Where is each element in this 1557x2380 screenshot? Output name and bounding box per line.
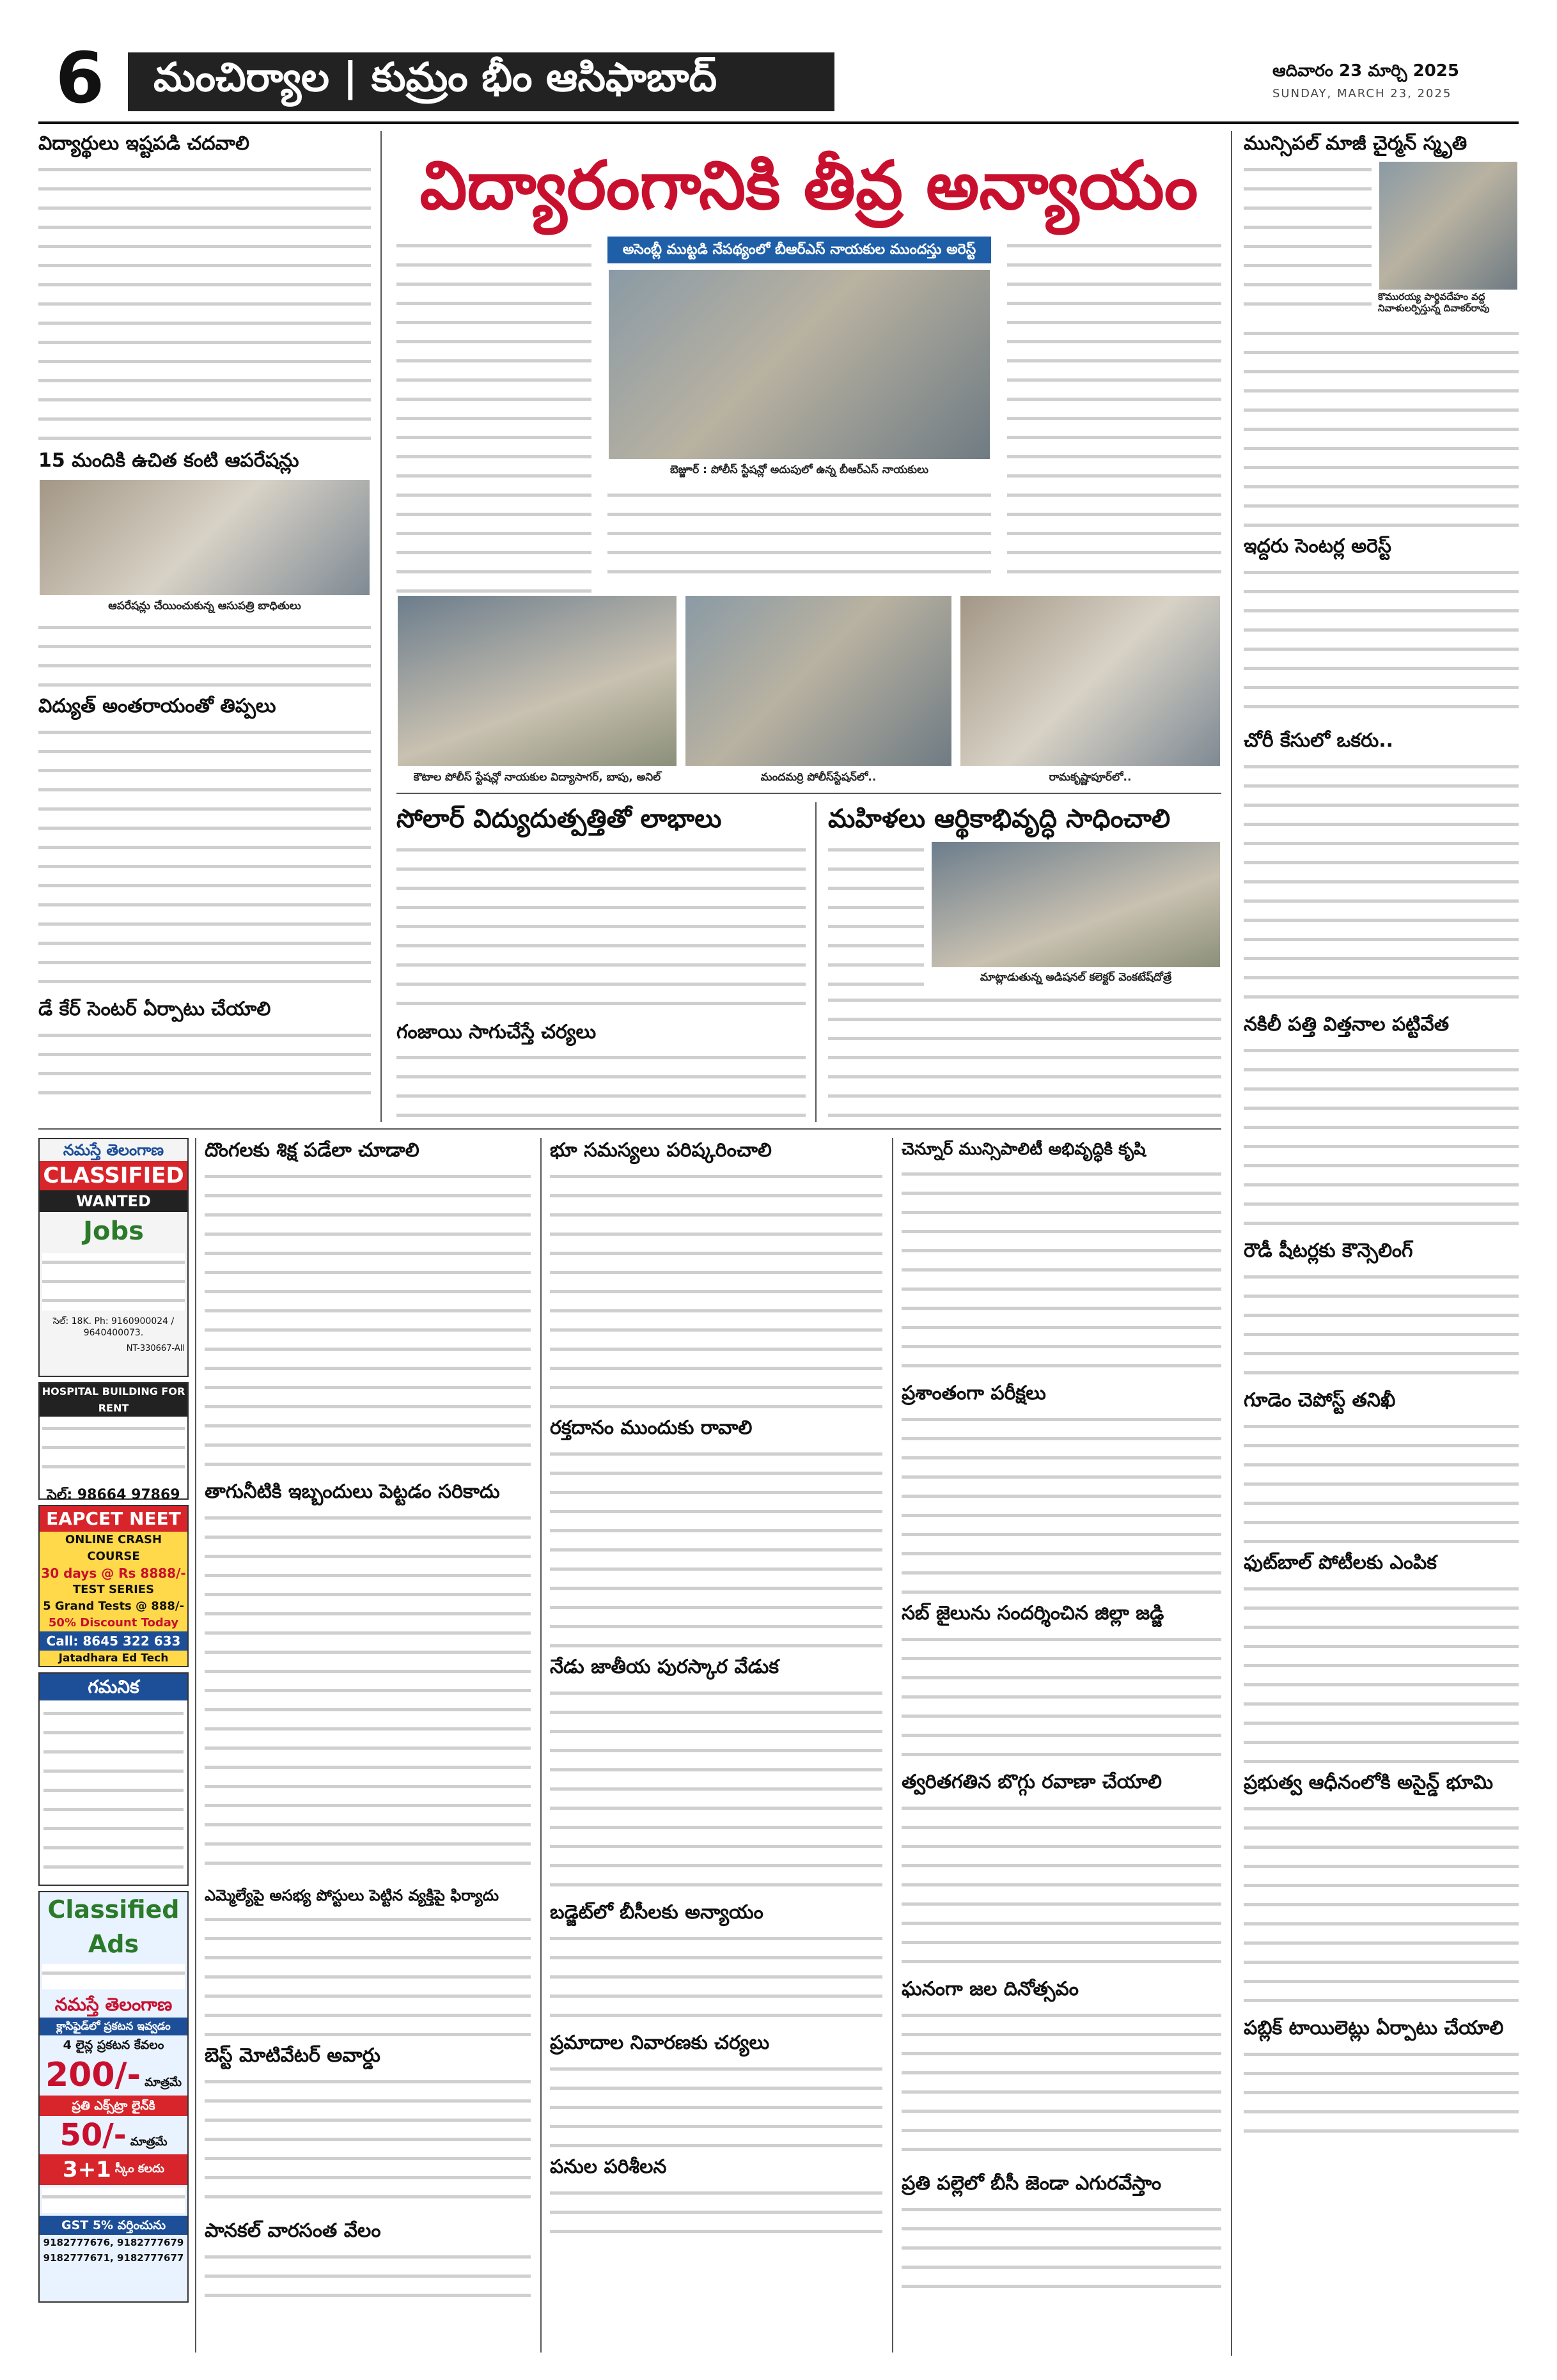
headline: బెస్ట్ మోటివేటర్ అవార్డు — [205, 2044, 380, 2067]
headline: పబ్లిక్ టాయిలెట్లు ఏర్పాటు చేయాలి — [1244, 2017, 1504, 2039]
ad-title: EAPCET NEET — [40, 1506, 187, 1532]
headline: ఇద్దరు సెంటర్ల అరెస్ట్ — [1244, 535, 1391, 557]
article-text — [1244, 324, 1519, 529]
photo-caption: మాట్లాడుతున్న అడిషనల్ కలెక్టర్ వెంకటేష్‌దోత్రే — [980, 971, 1172, 984]
news-photo — [1378, 160, 1519, 291]
article-text — [1244, 563, 1519, 723]
left-column — [38, 131, 371, 1064]
article-text — [902, 1630, 1221, 1764]
headline: ఫుట్‌బాల్ పోటీలకు ఎంపిక — [1244, 1552, 1437, 1574]
date-telugu: ఆదివారం 23 మార్చి 2025 — [1272, 61, 1459, 81]
notice-box — [38, 1672, 189, 1886]
ad-contact: సెల్: 18K. Ph: 9160900024 / 9640400073. — [52, 1316, 175, 1338]
headline: చోరీ కేసులో ఒకరు.. — [1244, 729, 1394, 752]
headline: నకిలీ పత్తి విత్తనాల పట్టివేత — [1244, 1013, 1450, 1036]
ad-text: ONLINE CRASH COURSE — [65, 1533, 162, 1563]
article-text — [205, 2248, 531, 2299]
ad-price-unit: మాత్రమే — [145, 2076, 182, 2089]
headline: విద్యుత్ అంతరాయంతో తిప్పలు — [38, 695, 276, 717]
article-text — [1244, 1580, 1519, 1765]
ad-text: క్లాసిఫైడ్‌లో ప్రకటన ఇవ్వడం — [40, 2018, 187, 2035]
article-text — [550, 1684, 882, 1895]
ad-text — [42, 1253, 185, 1311]
ad-phone: Call: 8645 322 633 — [40, 1631, 187, 1651]
article-text — [205, 2073, 531, 2213]
headline: భూ సమస్యలు పరిష్కరించాలి — [550, 1139, 772, 1162]
price-row — [40, 2116, 187, 2154]
ad-logo: Jobs — [83, 1217, 144, 1246]
article-text — [1244, 758, 1519, 1007]
ad-title: CLASSIFIED — [40, 1161, 187, 1190]
headline: పనుల పరిశీలన — [550, 2156, 667, 2178]
ad-logo: Classified Ads — [47, 1895, 180, 1958]
headline: సబ్ జైలును సందర్శించిన జిల్లా జడ్జి — [902, 1602, 1164, 1624]
article-text — [396, 841, 806, 1013]
article-text — [396, 1048, 806, 1119]
article-text — [902, 1410, 1221, 1596]
headline: బడ్జెట్‌లో బీసీలకు అన్యాయం — [550, 1901, 763, 1924]
headline: మహిళలు ఆర్థికాభివృద్ధి సాధించాలి — [828, 804, 1171, 834]
date-block — [1272, 61, 1519, 106]
classified-promo — [38, 1891, 189, 2303]
ad-price: 50/- — [59, 2117, 127, 2153]
ad-brand: నమస్తే తెలంగాణ — [54, 1994, 173, 2015]
column-divider — [195, 1138, 196, 2353]
headline: ఎమ్మెల్యేపై అసభ్య పోస్టులు పెట్టిన వ్యక్తిపై ఫిర్యాదు — [205, 1886, 499, 1904]
headline: రౌడీ షీటర్లకు కౌన్సెలింగ్ — [1244, 1240, 1413, 1262]
news-photo — [607, 268, 991, 460]
ad-label: WANTED — [40, 1190, 187, 1212]
column-divider — [380, 131, 382, 1122]
ad-phone: 9182777671, 9182777677 — [43, 2252, 184, 2264]
article-text — [550, 1929, 882, 2025]
headline: 15 మందికి ఉచిత కంటి ఆపరేషన్లు — [38, 449, 299, 472]
ad-text: 5 Grand Tests @ 888/- — [43, 1599, 184, 1613]
section-rule — [38, 1128, 1221, 1130]
headline: రక్తదానం ముందుకు రావాలి — [550, 1417, 753, 1439]
article-text — [1244, 1041, 1519, 1233]
lower-column-2 — [550, 1138, 882, 2353]
ad-code: NT-330667-All — [126, 1344, 185, 1353]
section-title: మంచిర్యాల | కుమ్రం భీం ఆసిఫాబాద్ — [128, 52, 834, 111]
ad-offer: 3+1 — [63, 2157, 111, 2182]
ad-text: TEST SERIES — [72, 1583, 155, 1596]
article-text — [550, 2060, 882, 2149]
article-text — [38, 1026, 371, 1103]
photo-caption: కౌటాల పోలీస్ స్టేషన్లో నాయకుల విద్యాసాగర్, బాపు, అనిల్ — [413, 771, 661, 784]
headline: ప్రతి పల్లెలో బీసీ జెండా ఎగురవేస్తాం — [902, 2172, 1162, 2195]
ad-text: 4 లైన్ల ప్రకటన కేవలం — [63, 2038, 164, 2052]
article-text — [902, 1165, 1221, 1376]
news-photo — [396, 595, 678, 767]
article-text — [550, 2184, 882, 2241]
ad-brand: Jatadhara Ed Tech — [58, 1652, 169, 1665]
headline: తాగునీటికి ఇబ్బందులు పెట్టడం సరికాదు — [205, 1481, 500, 1503]
news-photo — [930, 841, 1221, 968]
photo-caption: ఆపరేషన్లు చేయించుకున్న ఆసుపత్రి బాధితులు — [108, 600, 301, 612]
article-text — [1007, 237, 1221, 575]
classified-ad — [38, 1505, 189, 1667]
article-text — [1244, 2045, 1519, 2141]
ad-offer-text: స్కీం కలదు — [114, 2161, 164, 2175]
page-number: 6 — [55, 37, 105, 119]
article-text — [38, 160, 371, 442]
ad-text — [42, 2188, 185, 2213]
article-text — [828, 841, 924, 988]
article-text — [205, 1910, 531, 2038]
article-text — [38, 723, 371, 992]
headline: ఘనంగా జల దినోత్సవం — [902, 1978, 1079, 2000]
ad-text — [42, 1964, 185, 1989]
offer-row — [40, 2154, 187, 2185]
headline: పానకల్ వారసంత వేలం — [205, 2220, 381, 2242]
ad-text — [42, 1419, 185, 1483]
news-photo — [959, 595, 1221, 767]
headline: నేడు జాతీయ పురస్కార వేడుక — [550, 1656, 779, 1678]
article-text — [1244, 1800, 1519, 2011]
article-text — [828, 991, 1221, 1119]
photo-caption: కొమురయ్య పార్థివదేహం వద్ద నివాళులర్పిస్తున్న దివాకర్‌రావు — [1378, 291, 1490, 314]
headline: మున్సిపల్ మాజీ చైర్మన్ స్మృతి — [1244, 132, 1467, 155]
headline: గంజాయి సాగుచేస్తే చర్యలు — [396, 1021, 597, 1043]
article-text — [1244, 1268, 1519, 1383]
photo-caption: మందమర్రి పోలీస్‌స్టేషన్‌లో.. — [760, 771, 877, 784]
masthead-rule — [38, 121, 1519, 124]
right-column — [1244, 131, 1519, 2356]
lead-strap: అసెంబ్లీ ముట్టడి నేపథ్యంలో బీఆర్ఎస్ నాయకుల ముందస్తు అరెస్ట్ — [607, 237, 991, 263]
lead-headline: విద్యారంగానికి తీవ్ర అన్యాయం — [419, 146, 1198, 224]
ad-phone: 9182777676, 9182777679 — [43, 2237, 184, 2248]
headline: సోలార్ విద్యుదుత్పత్తితో లాభాలు — [396, 804, 722, 834]
article-text — [205, 1509, 531, 1879]
headline: ప్రశాంతంగా పరీక్షలు — [902, 1382, 1046, 1404]
headline: డే కేర్ సెంటర్ ఏర్పాటు చేయాలి — [38, 998, 271, 1020]
ad-title: HOSPITAL BUILDING FOR RENT — [40, 1383, 187, 1417]
ad-price: 200/- — [45, 2056, 141, 2094]
ad-text: ప్రతి ఎక్స్‌ట్రా లైన్‌కి — [40, 2096, 187, 2116]
news-photo — [684, 595, 953, 767]
article-text — [902, 2006, 1221, 2166]
ad-text — [43, 1704, 184, 1877]
article-text — [550, 1167, 882, 1410]
photo-caption: బెజ్జూర్ : పోలీస్ స్టేషన్లో అదుపులో ఉన్న బీఆర్ఎస్ నాయకులు — [670, 463, 928, 476]
headline: విద్యార్థులు ఇష్టపడి చదవాలి — [38, 132, 249, 155]
section-rule — [396, 793, 1221, 794]
article-text — [1244, 160, 1372, 320]
ad-text: GST 5% వర్తించును — [40, 2216, 187, 2235]
classified-ad — [38, 1138, 189, 1377]
date-english: SUNDAY, MARCH 23, 2025 — [1272, 87, 1452, 100]
lower-column-3 — [902, 1138, 1221, 2353]
ad-text: 30 days @ Rs 8888/- — [41, 1566, 186, 1581]
article-text — [607, 486, 991, 575]
headline: ప్రభుత్వ ఆధీనంలోకి అసైన్డ్ భూమి — [1244, 1771, 1494, 1794]
article-text — [396, 237, 591, 595]
article-text — [205, 1167, 531, 1474]
news-photo — [38, 479, 371, 596]
article-text — [902, 1799, 1221, 1972]
classified-ad — [38, 1382, 189, 1503]
headline: ప్రమాదాల నివారణకు చర్యలు — [550, 2032, 770, 2054]
column-divider — [815, 802, 817, 1122]
ad-title: గమనిక — [40, 1674, 187, 1700]
headline: గూడెం చెపోస్ట్ తనిఖీ — [1244, 1389, 1396, 1412]
ads-column — [38, 1138, 189, 2353]
headline: త్వరితగతిన బొగ్గు రవాణా చేయాలి — [902, 1771, 1162, 1793]
ad-price-unit: మాత్రమే — [130, 2135, 168, 2149]
headline: చెన్నూర్ మున్సిపాలిటీ అభివృద్ధికి కృషి — [902, 1140, 1146, 1159]
article-text — [38, 618, 371, 688]
article-text — [550, 1445, 882, 1649]
lower-column-1 — [205, 1138, 531, 2353]
ad-phone: సెల్: 98664 97869 — [47, 1487, 180, 1503]
ad-title: నమస్తే తెలంగాణ — [63, 1141, 164, 1159]
article-text — [1244, 1417, 1519, 1545]
ad-text: 50% Discount Today — [48, 1616, 179, 1629]
photo-caption: రామకృష్ణాపూర్‌లో.. — [1049, 771, 1132, 784]
column-divider — [540, 1138, 542, 2353]
article-text — [902, 2200, 1221, 2303]
headline: దొంగలకు శిక్ష పడేలా చూడాలి — [205, 1139, 419, 1162]
column-divider — [892, 1138, 893, 2353]
price-row — [40, 2055, 187, 2096]
column-divider — [1231, 131, 1232, 2356]
